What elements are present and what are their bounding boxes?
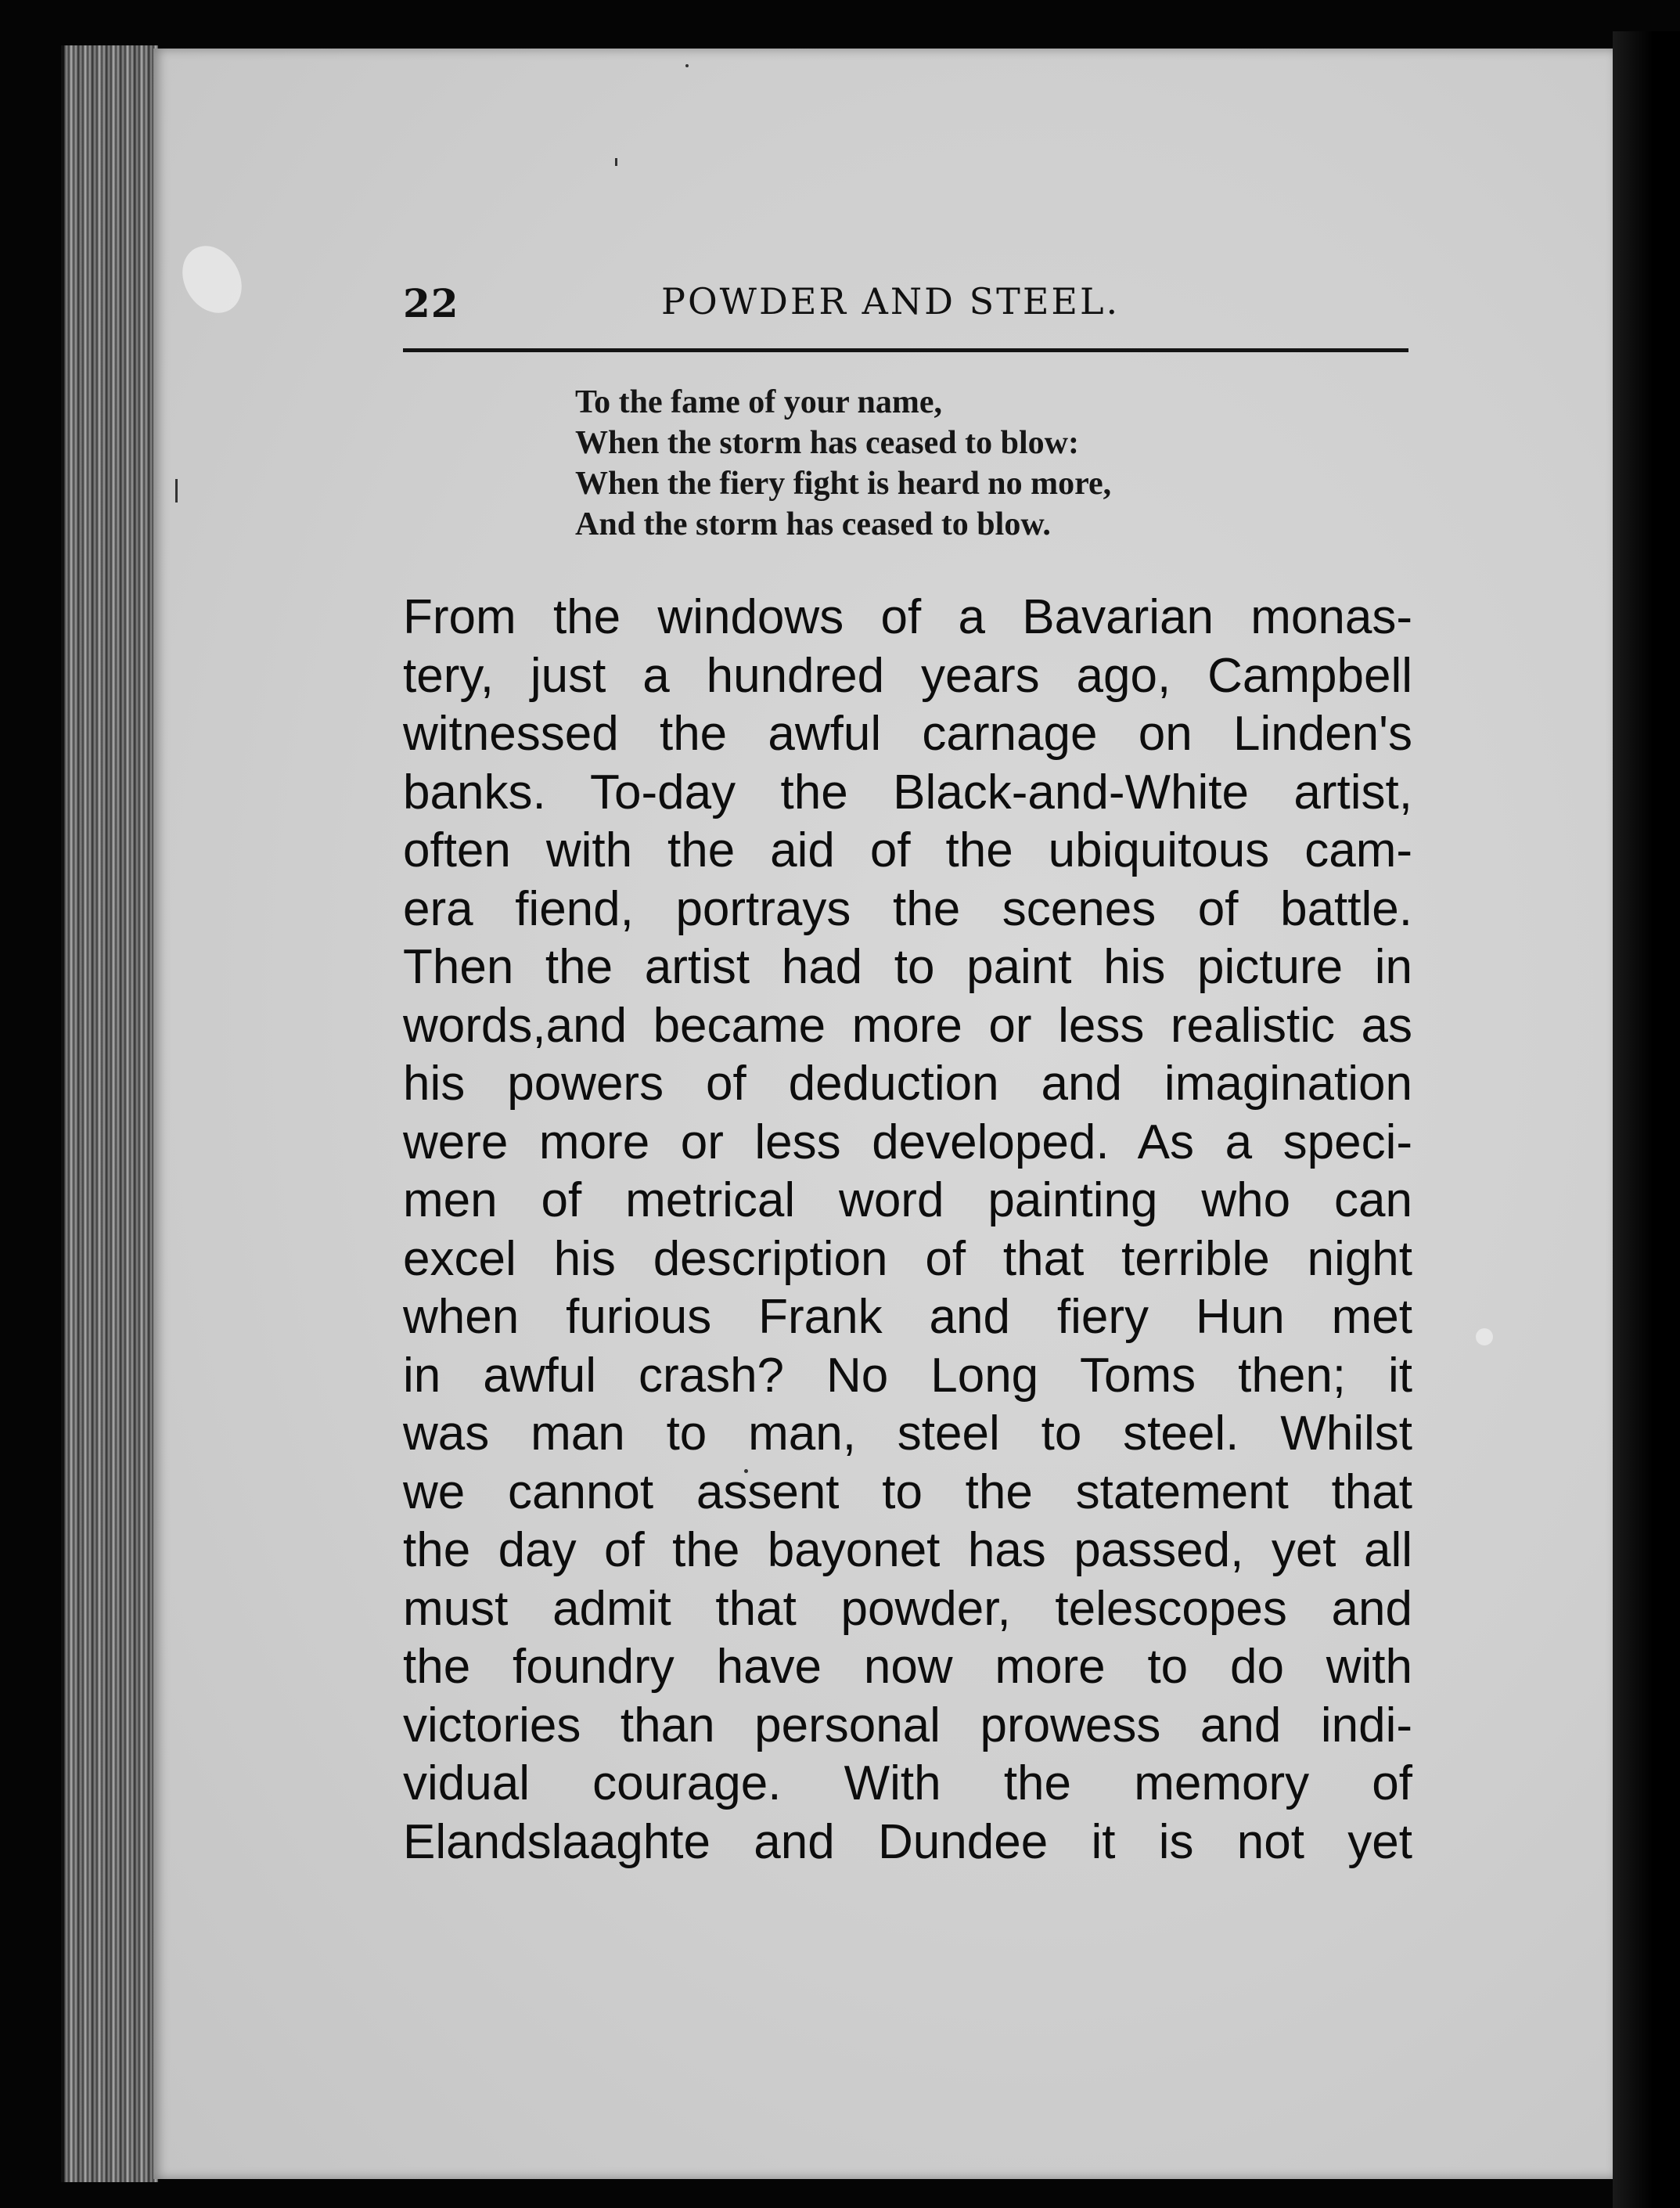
page-number: 22	[403, 280, 459, 326]
body-line: banks. To-day the Black-and-White artist,	[403, 765, 1412, 819]
scan-speck	[171, 236, 254, 324]
verse-line: And the storm has ceased to blow.	[575, 506, 1051, 542]
body-line: his powers of deduction and imagination	[403, 1057, 1412, 1111]
body-line: in awful crash? No Long Toms then; it	[403, 1348, 1412, 1403]
body-line: victories than personal prowess and indi-	[403, 1698, 1412, 1752]
running-head	[403, 280, 1408, 335]
body-line: witnessed the awful carnage on Linden's	[403, 707, 1412, 761]
body-line: vidual courage. With the memory of	[403, 1756, 1412, 1810]
body-line: excel his description of that terrible night	[403, 1231, 1412, 1286]
body-line: tery, just a hundred years ago, Campbell	[403, 648, 1412, 703]
body-line: we cannot assent to the statement that	[403, 1464, 1412, 1519]
header-rule	[403, 348, 1408, 352]
body-line: Then the artist had to paint his picture in	[403, 940, 1412, 994]
body-line: often with the aid of the ubiquitous cam-	[403, 823, 1412, 877]
verse-line: To the fame of your name,	[575, 384, 942, 420]
body-line: was man to man, steel to steel. Whilst	[403, 1407, 1412, 1461]
body-line: From the windows of a Bavarian monas-	[403, 590, 1412, 644]
body-line: were more or less developed. As a speci-	[403, 1115, 1412, 1169]
body-line: must admit that powder, telescopes and	[403, 1581, 1412, 1636]
right-page-shadow	[1613, 31, 1680, 2208]
scan-mark	[615, 158, 617, 166]
verse-quotation	[575, 382, 1279, 545]
scan-speck	[1476, 1328, 1493, 1345]
scan-mark	[685, 64, 689, 67]
running-title: POWDER AND STEEL.	[661, 280, 1121, 322]
scan-mark	[175, 479, 178, 502]
body-line: the day of the bayonet has passed, yet all	[403, 1523, 1412, 1577]
body-line: men of metrical word painting who can	[403, 1173, 1412, 1227]
verse-line: When the storm has ceased to blow:	[575, 425, 1079, 461]
verse-line: When the fiery fight is heard no more,	[575, 466, 1112, 502]
body-line: Elandslaaghte and Dundee it is not yet	[403, 1814, 1412, 1869]
body-line: the foundry have now more to do with	[403, 1640, 1412, 1694]
body-line: when furious Frank and fiery Hun met	[403, 1290, 1412, 1344]
body-paragraph	[403, 589, 1412, 1871]
body-line: words,and became more or less realistic as	[403, 998, 1412, 1053]
body-line: era fiend, portrays the scenes of battle.	[403, 881, 1412, 936]
page-edges	[61, 45, 158, 2182]
